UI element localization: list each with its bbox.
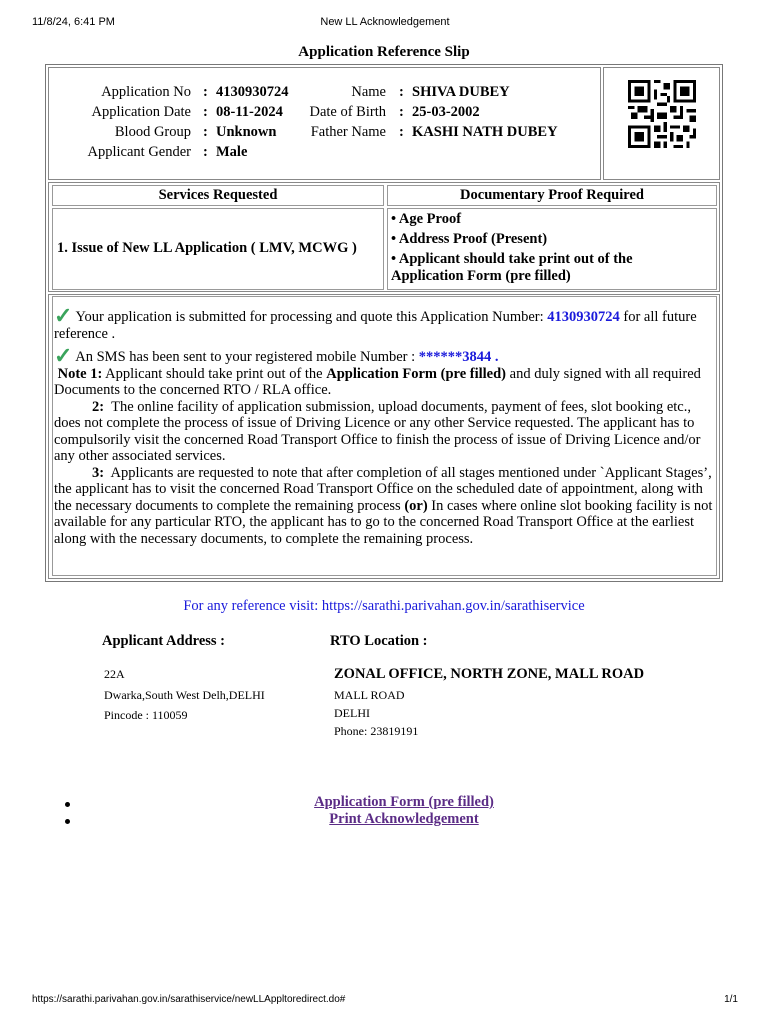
blood-group-label: Blood Group <box>114 124 191 140</box>
print-url: https://sarathi.parivahan.gov.in/sarathiservice/newLLAppltoredirect.do# <box>32 994 346 1005</box>
proof-item: • Age Proof <box>391 211 462 227</box>
service-requested: 1. Issue of New LL Application ( LMV, MCWG ) <box>57 240 357 256</box>
proof-item: • Address Proof (Present) <box>391 231 548 247</box>
colon: : <box>399 124 404 140</box>
application-form-link[interactable]: Application Form (pre filled) <box>314 794 494 810</box>
address-pincode: Pincode : 110059 <box>104 708 188 722</box>
applicant-address-heading: Applicant Address : <box>102 633 226 649</box>
father-name: KASHI NATH DUBEY <box>412 124 558 140</box>
note-2: 2: The online facility of application submission, upload documents, payment of fees, slot booking etc., does not complete the process of issue of Driving Licence or any other Service requested. The applicant has to compulsorily visit the concerned Road Transport Office to finish the process of issue of Driving Licence and/or any other associated services. <box>54 398 701 464</box>
application-number-highlight: 4130930724 <box>547 309 620 325</box>
colon: : <box>203 104 208 120</box>
gender: Male <box>216 144 248 160</box>
application-no-label: Application No <box>101 84 191 100</box>
print-page-title: New LL Acknowledgement <box>320 16 450 28</box>
rto-phone: Phone: 23819191 <box>334 724 419 738</box>
services-header: Services Requested <box>158 187 278 203</box>
proof-item: • Applicant should take print out of the <box>391 251 633 267</box>
colon: : <box>203 84 208 100</box>
application-date: 08-11-2024 <box>216 104 283 120</box>
sms-message: ✓ An SMS has been sent to your registered mobile Number : ******3844 . <box>54 343 499 368</box>
reference-link[interactable]: For any reference visit: https://sarathi.parivahan.gov.in/sarathiservice <box>183 598 585 614</box>
print-footer <box>32 994 738 1005</box>
check-icon: ✓ <box>54 343 73 368</box>
submitted-message: ✓ Your application is submitted for processing and quote this Application Number: 4130930724 for all future reference . <box>54 303 697 342</box>
address-line-1: 22A <box>104 667 125 681</box>
page-number: 1/1 <box>724 994 738 1005</box>
colon: : <box>399 84 404 100</box>
gender-label: Applicant Gender <box>87 144 191 160</box>
rto-line-2: DELHI <box>334 706 370 720</box>
address-line-2: Dwarka,South West Delh,DELHI <box>104 688 265 702</box>
application-date-label: Application Date <box>91 104 191 120</box>
colon: : <box>399 104 404 120</box>
dob-label: Date of Birth <box>309 104 386 120</box>
rto-office: ZONAL OFFICE, NORTH ZONE, MALL ROAD <box>334 666 645 682</box>
check-icon: ✓ <box>54 303 73 328</box>
rto-line-1: MALL ROAD <box>334 688 405 702</box>
notes <box>54 303 716 547</box>
note-3: 3: Applicants are requested to note that after completion of all stages mentioned under `Applicant Stages’, the applicant has to visit the concerned Road Transport Office on the scheduled date of appointment, along with the necessary documents to complete the remaining process (or) In cases where online slot booking facility is not available for any particular RTO, the applicant has to go to the concerned Road Transport Office at the earliest along with the necessary documents, to complete the remaining process. <box>54 464 713 547</box>
rto-location-heading: RTO Location : <box>330 633 428 649</box>
qr-code-icon <box>627 80 697 148</box>
print-datetime: 11/8/24, 6:41 PM <box>32 16 115 28</box>
proof-header: Documentary Proof Required <box>460 187 644 203</box>
proof-item: Application Form (pre filled) <box>391 268 571 284</box>
slip-title: Application Reference Slip <box>298 44 470 60</box>
applicant-name: SHIVA DUBEY <box>412 84 510 100</box>
proof-list <box>391 211 633 285</box>
mobile-number: ******3844 . <box>418 349 499 365</box>
application-no: 4130930724 <box>216 84 289 100</box>
name-label: Name <box>351 84 386 100</box>
blood-group: Unknown <box>216 124 277 140</box>
father-name-label: Father Name <box>310 124 386 140</box>
colon: : <box>203 124 208 140</box>
print-acknowledgement-link[interactable]: Print Acknowledgement <box>329 811 479 827</box>
date-of-birth: 25-03-2002 <box>412 104 480 120</box>
note-1: Note 1: Applicant should take print out of the Application Form (pre filled) and duly signed with all required Documents to the concerned RTO / RLA office. <box>54 365 701 398</box>
colon: : <box>203 144 208 160</box>
